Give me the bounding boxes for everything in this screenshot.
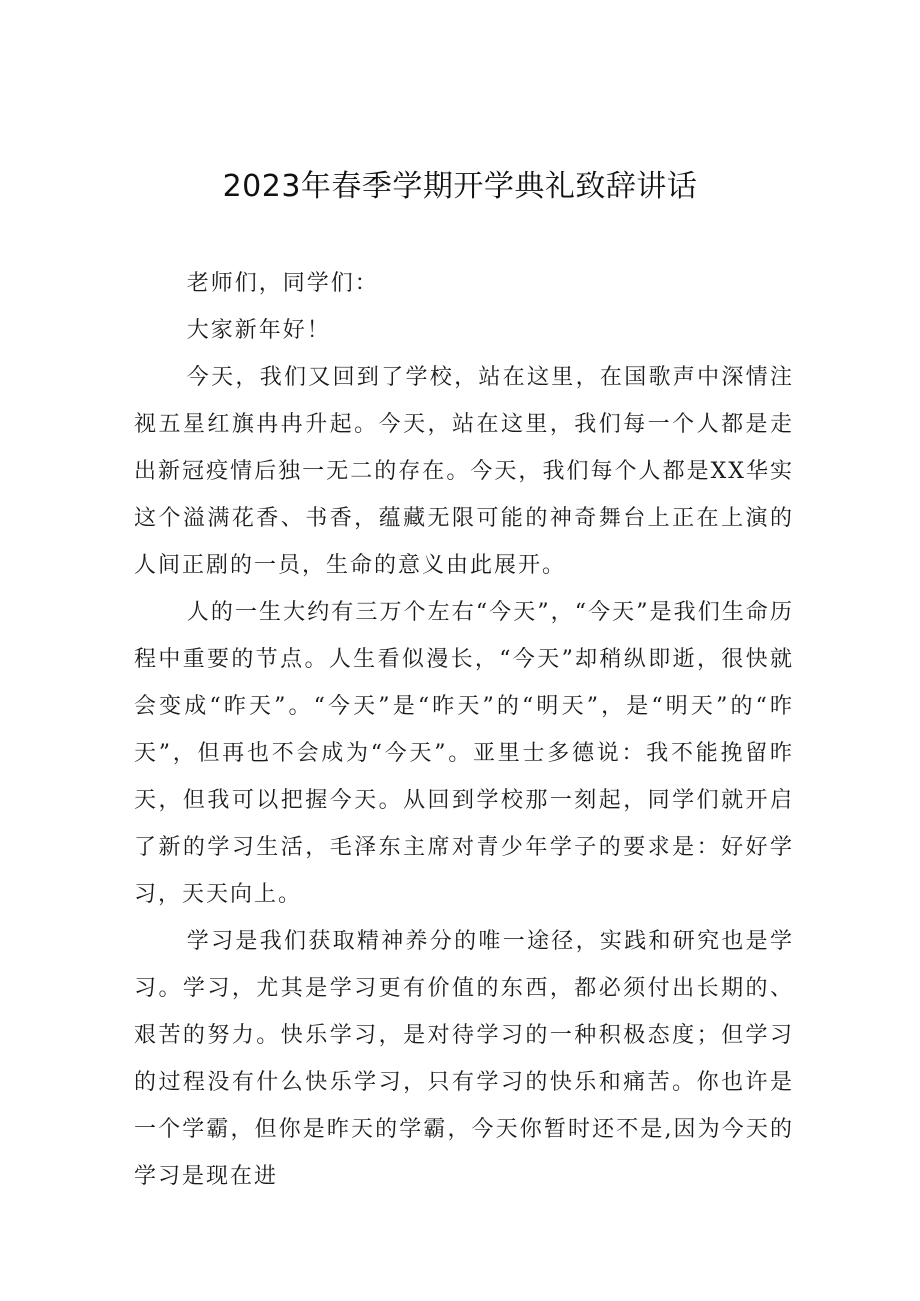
paragraph-life-today: 人的一生大约有三万个左右“今天”，“今天”是我们生命历程中重要的节点。人生看似漫长，“今天”却稍纵即逝，很快就会变成“昨天”。“今天”是“昨天”的“明天”，是“明天”的“昨天”，但再也不会成为“今天”。亚里士多德说：我不能挽留昨天，但我可以把握今天。从回到学校那一刻起，同学们就开启了新的学习生活，毛泽东主席对青少年学子的要求是：好好学习，天天向上。	[134, 600, 794, 907]
paragraph-today: 今天，我们又回到了学校，站在这里，在国歌声中深情注视五星红旗冉冉升起。今天，站在这里，我们每一个人都是走出新冠疫情后独一无二的存在。今天，我们每个人都是XX华实这个溢满花香、书香，蕴藏无限可能的神奇舞台上正在上演的人间正剧的一员，生命的意义由此展开。	[134, 365, 794, 578]
document-title: 2023年春季学期开学典礼致辞讲话	[222, 169, 698, 204]
paragraph-greeting: 大家新年好！	[186, 318, 331, 343]
paragraph-learning: 学习是我们获取精神养分的唯一途径，实践和研究也是学习。学习，尤其是学习更有价值的东西，都必须付出长期的、艰苦的努力。快乐学习，是对待学习的一种积极态度；但学习的过程没有什么快乐学习，只有学习的快乐和痛苦。你也许是一个学霸，但你是昨天的学霸，今天你暂时还不是,因为今天的学习是现在进	[134, 929, 794, 1189]
document-body	[134, 260, 794, 1200]
paragraph-salutation: 老师们，同学们：	[186, 271, 379, 296]
